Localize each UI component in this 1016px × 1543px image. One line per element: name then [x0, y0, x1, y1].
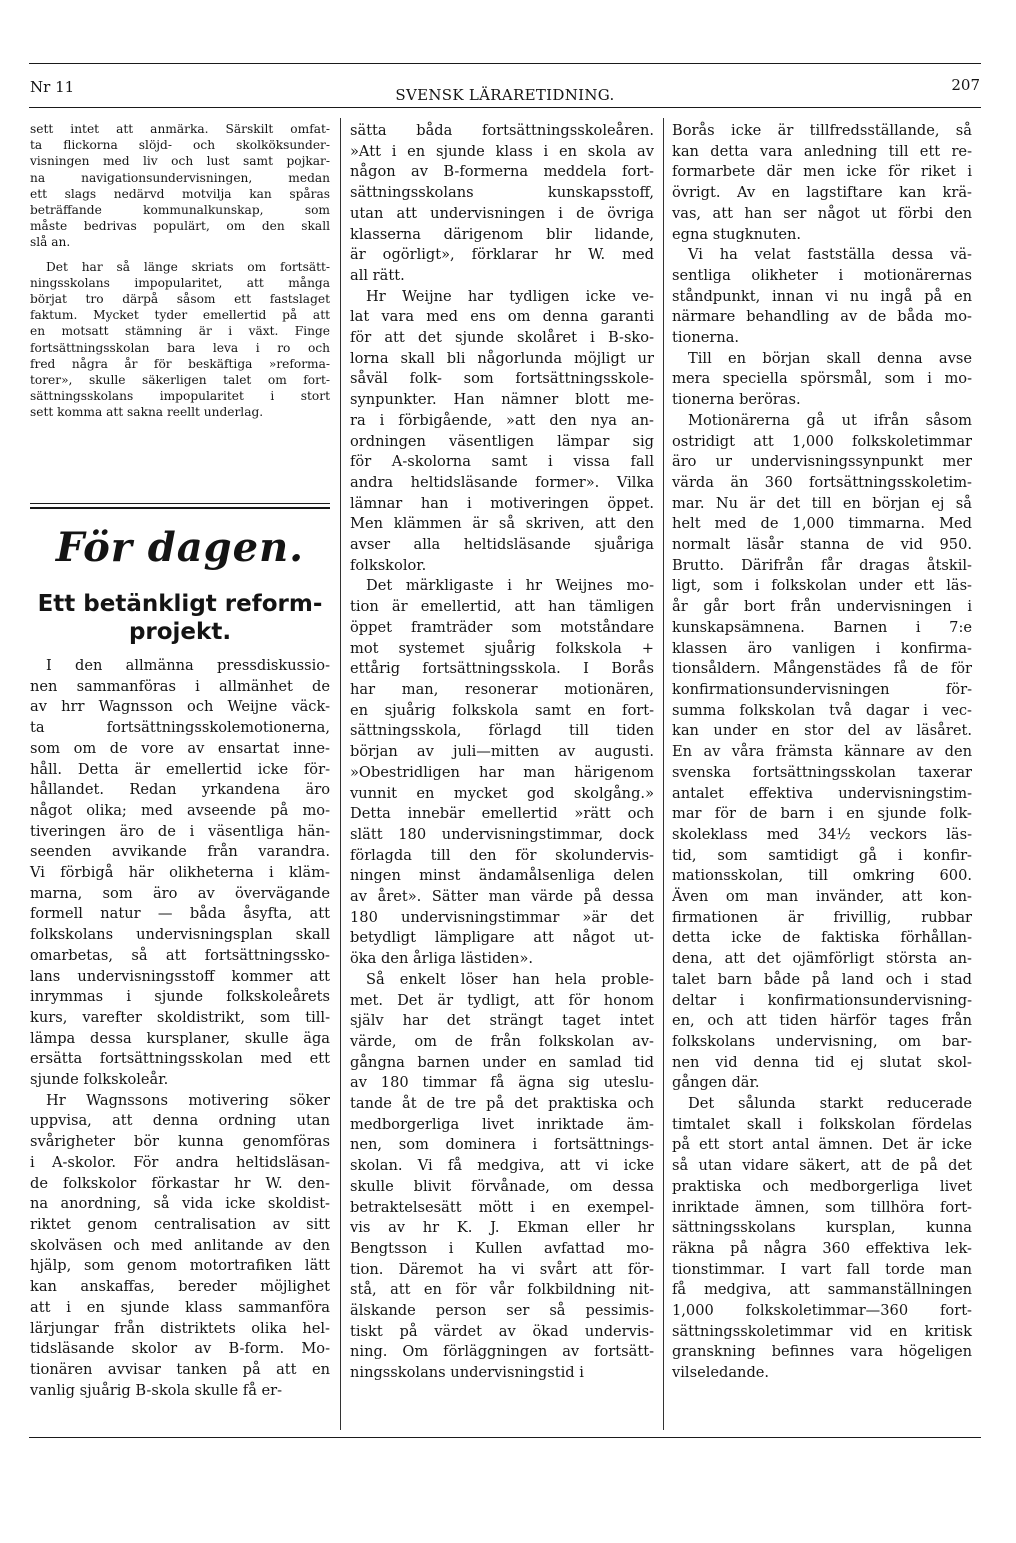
article-headline	[30, 590, 330, 646]
text-line: fred några år för beskäftiga »reforma-	[30, 356, 330, 371]
text-line: lans undervisningsstoff kommer att	[30, 967, 330, 985]
text-line: firmationen är frivillig, rubbar	[672, 908, 972, 926]
text-line: Hr Weijne har tydligen icke ve-	[366, 287, 654, 305]
text-line: tion är emellertid, att han tämligen	[350, 598, 654, 616]
text-line: detta icke de faktiska förhållan-	[672, 929, 972, 947]
text-line: riktet genom centralisation av sitt	[30, 1215, 330, 1233]
text-line: normalt läsår stanna de vid 950.	[672, 536, 972, 554]
page-bottom-rule	[29, 1437, 981, 1438]
text-line: värda än 360 fortsättningsskoletim-	[672, 473, 972, 491]
text-line: timtalet skall i folkskolan fördelas	[672, 1115, 972, 1133]
text-line: helt med de 1,000 timmarna. Med	[672, 515, 972, 533]
text-line: uppvisa, att denna ordning utan	[30, 1112, 330, 1130]
text-line: värde, om de från folkskolan av-	[350, 1032, 654, 1050]
text-line: slå an.	[30, 235, 71, 250]
text-line: tiskt på värdet av ökad undervis-	[350, 1322, 654, 1340]
text-line: sett intet att anmärka. Särskilt omfat-	[30, 122, 330, 136]
text-line: medborgerliga livet inriktade äm-	[350, 1115, 654, 1133]
text-line: mera speciella spörsmål, som i mo-	[672, 370, 972, 388]
publication-title: SVENSK LÄRARETIDNING.	[395, 86, 615, 104]
text-line: skolväsen och med anlitande av den	[30, 1236, 330, 1254]
text-line: av året». Sätter man värde på dessa	[350, 888, 654, 906]
text-line: Men klämmen är så skriven, att den	[350, 515, 654, 533]
text-line: sättningsskoletimmar vid en kritisk	[672, 1322, 972, 1340]
text-line: Borås icke är tillfredsställande, så	[672, 122, 972, 139]
text-line: ett slags nedärvd motvilja kan spåras	[30, 186, 330, 201]
text-line: lat vara med ens om denna garanti	[350, 308, 654, 326]
text-line: konfirmationsundervisningen för-	[672, 680, 972, 698]
text-line: nen, som dominera i fortsättnings-	[350, 1136, 654, 1154]
text-line: lämpa dessa kursplaner, skulle äga	[30, 1029, 330, 1047]
col2-paragraph-4	[350, 970, 654, 1384]
text-line: dena, att det ojämförligt största an-	[672, 950, 972, 968]
text-line: vunnit en mycket god skolgång.»	[350, 784, 654, 802]
text-line: 1,000 folkskoletimmar—360 fort-	[672, 1302, 972, 1320]
text-line: Brutto. Därifrån får dragas åtskil-	[672, 556, 972, 574]
text-line: få medgiva, att sammanställningen	[672, 1281, 972, 1299]
text-line: är ogörligt», förklarar hr W. med	[350, 246, 654, 264]
text-line: har man, resonerar motionären,	[350, 680, 654, 698]
text-line: I den allmänna pressdiskussio-	[46, 657, 330, 674]
text-line: för A-skolorna samt i vissa fall	[350, 453, 654, 471]
text-line: nen vid denna tid ej slutat skol-	[672, 1053, 972, 1071]
text-line: håll. Detta är emellertid icke för-	[30, 760, 330, 778]
text-line: tidsläsande skolor av B-form. Mo-	[30, 1340, 330, 1358]
column1-top-text	[30, 121, 330, 421]
text-line: na navigationsundervisningen, medan	[30, 170, 330, 185]
text-line: ordningen väsentligen lämpar sig	[350, 432, 654, 450]
column3-body	[672, 121, 972, 1384]
text-line: Vi ha velat fastställa dessa vä-	[688, 246, 972, 264]
text-line: kan detta vara anledning till ett re-	[672, 142, 972, 160]
body-paragraph-1	[30, 656, 330, 1091]
text-line: tionerna beröras.	[672, 391, 801, 409]
text-line: na anordning, så vida icke skoldist-	[30, 1195, 330, 1213]
section-rule-bottom	[30, 507, 330, 509]
text-line: ning. Om förläggningen av fortsätt-	[350, 1343, 654, 1361]
text-line: ningsskolans undervisningstid i	[350, 1364, 584, 1382]
text-line: Bengtsson i Kullen avfattad mo-	[350, 1239, 654, 1257]
text-line: 180 undervisningstimmar »är det	[350, 908, 654, 926]
text-line: tionären avvisar tanken på att en	[30, 1360, 330, 1378]
text-line: sättningsskolans kursplan, kunna	[672, 1219, 972, 1237]
text-line: skoleklass med 34½ veckors läs-	[672, 825, 972, 843]
text-line: kan under en stor del av läsåret.	[672, 722, 972, 740]
text-line: något olika; med avseende på mo-	[30, 801, 330, 819]
text-line: att i en sjunde klass sammanföra	[30, 1298, 330, 1316]
text-line: år går bort från undervisningen i	[672, 598, 972, 616]
text-line: börjat tro därpå såsom ett fastslaget	[30, 292, 330, 307]
text-line: ostridigt att 1,000 folkskoletimmar	[672, 432, 972, 450]
text-line: kurs, varefter skoldistrikt, som till-	[30, 1008, 330, 1026]
text-line: Detta innebär emellertid »rätt och	[350, 805, 654, 823]
text-line: de folkskolor förkastar hr W. den-	[30, 1174, 330, 1192]
text-line: ningen minst ändamålsenliga delen	[350, 867, 654, 885]
text-line: antalet effektiva undervisningstim-	[672, 784, 972, 802]
text-line: måste bedrivas populärt, om den skall	[30, 219, 330, 234]
text-line: deltar i konfirmationsundervisning-	[672, 991, 972, 1009]
text-line: slätt 180 undervisningstimmar, dock	[350, 825, 654, 843]
page-header	[30, 70, 980, 106]
text-line: för att det sjunde skolåret i B-sko-	[350, 329, 654, 347]
text-line: av hrr Wagnsson och Weijne väck-	[30, 698, 330, 716]
col3-paragraph-3	[672, 349, 972, 411]
text-line: så utan vidare säkert, att de på det	[672, 1157, 972, 1175]
text-line: stå, att en för vår folkbildning nit-	[350, 1281, 654, 1299]
text-line: älskande person ser så pessimis-	[350, 1302, 654, 1320]
column-separator-2	[663, 118, 664, 1430]
header-bottom-rule	[29, 107, 981, 108]
text-line: ningsskolans impopularitet, att många	[30, 275, 330, 290]
text-line: lorna skall bli någorlunda möjligt ur	[350, 349, 654, 367]
text-line: ra i förbigående, »att den nya an-	[350, 411, 654, 429]
text-line: marna, som äro av övervägande	[30, 884, 330, 902]
text-line: närmare behandling av de båda mo-	[672, 308, 972, 326]
text-line: övrigt. Av en lagstiftare kan krä-	[672, 184, 972, 202]
top-paragraph-2	[30, 259, 330, 421]
text-line: gången där.	[672, 1074, 760, 1092]
text-line: en, och att tiden härför tages från	[672, 1012, 972, 1030]
text-line: egna stugknuten.	[672, 225, 801, 243]
text-line: mationsskolan, till omkring 600.	[672, 867, 972, 885]
text-line: sättningsskolans kunskapsstoff,	[350, 184, 654, 202]
col2-paragraph-2	[350, 287, 654, 577]
col2-paragraph-1	[350, 121, 654, 287]
header-top-rule	[29, 63, 981, 64]
body-paragraph-2	[30, 1091, 330, 1402]
text-line: tid, som samtidigt gå i konfir-	[672, 846, 972, 864]
text-line: beträffande kommunalkunskap, som	[30, 203, 330, 218]
text-line: synpunkter. Han nämner blott me-	[350, 391, 654, 409]
col3-paragraph-2	[672, 245, 972, 349]
text-line: tionstimmar. I vart fall torde man	[672, 1260, 972, 1278]
text-line: seenden avvikande från varandra.	[30, 843, 330, 861]
text-line: vas, att han ser något ut förbi den	[672, 204, 972, 222]
text-line: fortsättningsskolan bara leva i ro och	[30, 340, 330, 355]
text-line: vilseledande.	[672, 1364, 770, 1382]
text-line: ligt, som i folkskolan under ett läs-	[672, 577, 972, 595]
text-line: hållandet. Redan yrkandena äro	[30, 781, 330, 799]
text-line: räkna på några 360 effektiva lek-	[672, 1239, 972, 1257]
text-line: skulle blivit förvånade, om dessa	[350, 1177, 654, 1195]
text-line: av 180 timmar få ägna sig uteslu-	[350, 1074, 654, 1092]
page-number: 207	[951, 76, 980, 94]
text-line: met. Det är tydligt, att för honom	[350, 991, 654, 1009]
text-line: andra heltidsläsande former». Vilka	[350, 473, 654, 491]
text-line: såväl folk- som fortsättningsskole-	[350, 370, 654, 388]
col3-paragraph-4	[672, 411, 972, 1094]
section-title: För dagen.	[55, 524, 305, 571]
text-line: sjunde folkskoleår.	[30, 1071, 169, 1089]
text-line: Vi förbigå här olikheterna i kläm-	[30, 864, 330, 882]
text-line: utan att undervisningen i de övriga	[350, 204, 654, 222]
text-line: all rätt.	[350, 266, 405, 284]
text-line: folkskolans undervisning, om bar-	[672, 1032, 972, 1050]
text-line: skolan. Vi få medgiva, att vi icke	[350, 1157, 654, 1175]
text-line: sättningsskolans impopularitet i stort	[30, 389, 330, 404]
headline-line-2: projekt.	[128, 619, 232, 645]
text-line: sentliga olikheter i motionärernas	[672, 266, 972, 284]
text-line: tande åt de tre på det praktiska och	[350, 1095, 654, 1113]
text-line: »Att i en sjunde klass i en skola av	[350, 142, 654, 160]
text-line: »Obestridligen har man härigenom	[350, 763, 654, 781]
text-line: tiveringen äro de i väsentliga hän-	[30, 822, 330, 840]
col3-paragraph-1	[672, 121, 972, 245]
text-line: förlagda till den för skolundervis-	[350, 846, 654, 864]
text-line: inriktade ämnen, som tillhöra fort-	[672, 1198, 972, 1216]
text-line: ta fortsättningsskolemotionerna,	[30, 719, 330, 737]
text-line: sett komma att sakna reellt underlag.	[30, 405, 264, 420]
text-line: öka den årliga lästiden».	[350, 950, 534, 968]
text-line: gångna barnen under en samlad tid	[350, 1053, 654, 1071]
text-line: mot systemet sjuårig folkskola +	[350, 639, 654, 657]
text-line: granskning befinnes vara högeligen	[672, 1343, 972, 1361]
text-line: svenska fortsättningsskolan taxerar	[672, 763, 972, 781]
text-line: formell natur — båda åsyfta, att	[30, 905, 330, 923]
text-line: i A-skolor. För andra heltidsläsan-	[30, 1153, 330, 1171]
headline-line-1: Ett betänkligt reform-	[37, 591, 323, 617]
text-line: Till en början skall denna avse	[688, 349, 972, 367]
text-line: En av våra främsta kännare av den	[672, 743, 972, 761]
section-rule-top	[30, 503, 330, 504]
text-line: Det märkligaste i hr Weijnes mo-	[366, 577, 654, 595]
column1-body	[30, 656, 330, 1401]
text-line: torer», skulle säkerligen talet om fort-	[30, 373, 330, 388]
text-line: som om de vore av ensartat inne-	[30, 739, 330, 757]
text-line: tionsåldern. Mångenstädes få de för	[672, 660, 972, 678]
text-line: sätta båda fortsättningsskoleåren.	[350, 122, 654, 139]
text-line: faktum. Mycket tyder emellertid på att	[30, 308, 330, 323]
text-line: kan anskaffas, bereder möjlighet	[30, 1278, 330, 1296]
text-line: vis av hr K. J. Ekman eller hr	[350, 1219, 654, 1237]
text-line: klassen äro vanligen i konfirma-	[672, 639, 972, 657]
text-line: summa folkskolan två dagar i vec-	[672, 701, 972, 719]
text-line: tion. Däremot ha vi svårt att för-	[350, 1260, 654, 1278]
text-line: visningen med liv och lust samt pojkar-	[30, 154, 330, 169]
column2-body	[350, 121, 654, 1384]
text-line: avser alla heltidsläsande sjuåriga	[350, 536, 654, 554]
text-line: Det har så länge skriats om fortsätt-	[46, 259, 330, 274]
text-line: ettårig fortsättningsskola. I Borås	[350, 660, 654, 678]
text-line: Det sålunda starkt reducerade	[688, 1095, 972, 1113]
text-line: öppet framträder som motståndare	[350, 618, 654, 636]
text-line: tionerna.	[672, 329, 740, 347]
text-line: betraktelsesätt mött i en exempel-	[350, 1198, 654, 1216]
text-line: folkskolans undervisningsplan skall	[30, 926, 330, 944]
text-line: lämnar han i motiveringen öppet.	[350, 494, 654, 512]
text-line: Motionärerna gå ut ifrån såsom	[688, 411, 972, 429]
column-separator-1	[340, 118, 341, 1430]
text-line: svårigheter bör kunna genomföras	[30, 1133, 330, 1151]
text-line: någon av B-formerna meddela fort-	[350, 163, 654, 181]
text-line: vanlig sjuårig B-skola skulle få er-	[30, 1381, 283, 1399]
top-paragraph-1	[30, 121, 330, 251]
text-line: folkskolor.	[350, 556, 427, 574]
text-line: en motsatt stämning är i växt. Finge	[30, 324, 330, 339]
col2-paragraph-3	[350, 576, 654, 969]
text-line: mar. Nu är det till en början ej så	[672, 494, 972, 512]
text-line: på ett stort antal ämnen. Det är icke	[672, 1136, 972, 1154]
text-line: en sjuårig folkskola samt en fort-	[350, 701, 654, 719]
text-line: Även om man invänder, att kon-	[672, 888, 972, 906]
text-line: inrymmas i sjunde folkskoleårets	[30, 988, 330, 1006]
text-line: betydligt lämpligare att något ut-	[350, 929, 654, 947]
text-line: ta flickorna slöjd- och skolköksunder-	[30, 138, 330, 153]
text-line: lärjungar från distriktets olika hel-	[30, 1319, 330, 1337]
text-line: talet barn både på land och i stad	[672, 970, 972, 988]
text-line: kunskapsämnena. Barnen i 7:e	[672, 618, 972, 636]
col3-paragraph-5	[672, 1094, 972, 1384]
text-line: början av juli—mitten av augusti.	[350, 743, 654, 761]
text-line: ersätta fortsättningsskolan med ett	[30, 1050, 330, 1068]
text-line: sättningsskola, förlagd till tiden	[350, 722, 654, 740]
text-line: mar för de barn i en sjunde folk-	[672, 805, 972, 823]
text-line: omarbetas, så att fortsättningssko-	[30, 946, 330, 964]
text-line: ståndpunkt, innan vi nu ingå på en	[672, 287, 972, 305]
text-line: formarbete där men icke för riket i	[672, 163, 972, 181]
text-line: hjälp, som genom motortrafiken lätt	[30, 1257, 330, 1275]
text-line: praktiska och medborgerliga livet	[672, 1177, 972, 1195]
text-line: klasserna därigenom blir lidande,	[350, 225, 654, 243]
text-line: Så enkelt löser han hela proble-	[366, 970, 654, 988]
issue-number: Nr 11	[30, 78, 75, 96]
text-line: själv har det strängt taget intet	[350, 1012, 654, 1030]
text-line: äro ur undervisningssynpunkt mer	[672, 453, 972, 471]
text-line: Hr Wagnssons motivering söker	[46, 1091, 330, 1109]
text-line: nen sammanföras i allmänhet de	[30, 677, 330, 695]
